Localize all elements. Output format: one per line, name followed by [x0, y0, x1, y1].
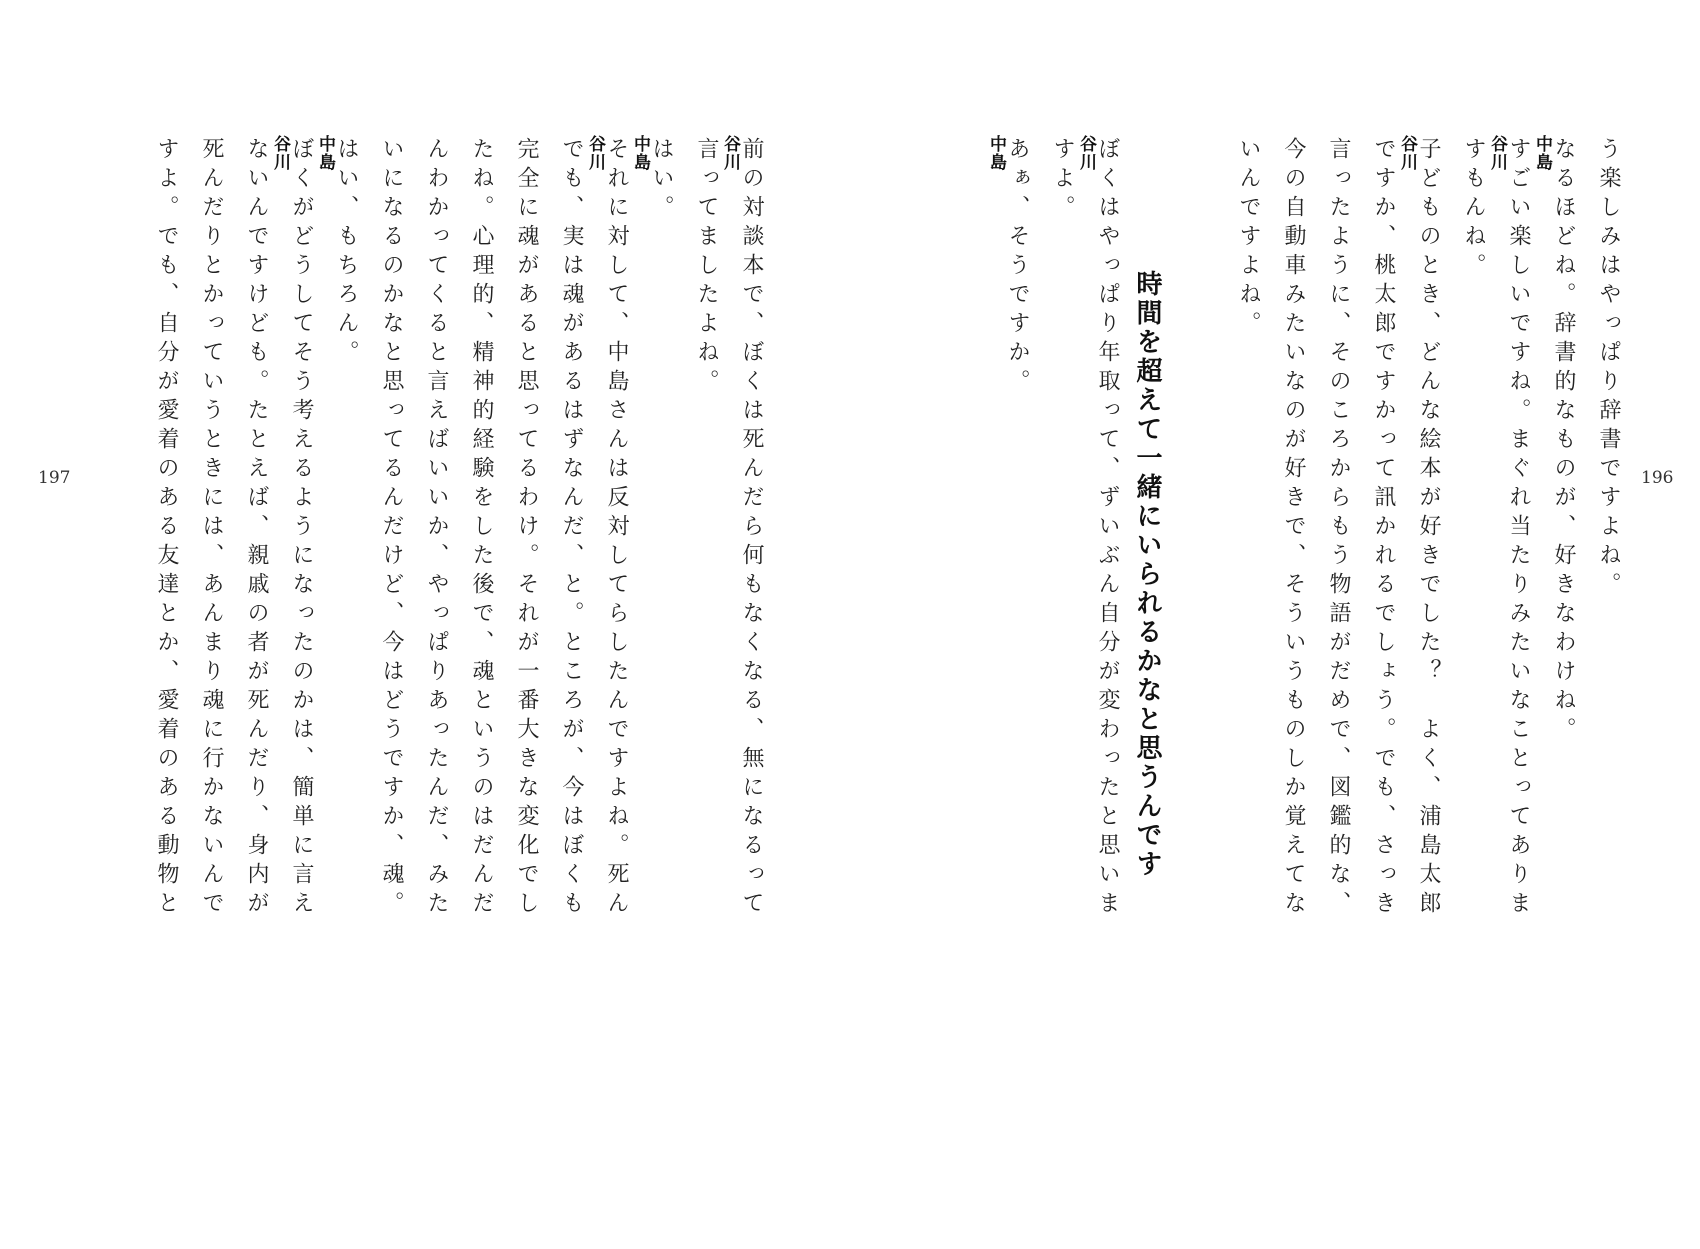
- speaker-label: 中島: [630, 135, 650, 171]
- speaker-label: 中島: [315, 135, 335, 171]
- text-line: すもんね。: [1461, 137, 1486, 282]
- text-line: あぁ、そうですか。: [1005, 137, 1030, 398]
- text-line: すよ。でも、自分が愛着のある友達とか、愛着のある動物と: [154, 137, 179, 920]
- page-number-left: 197: [38, 468, 71, 488]
- text-line: ぼくがどうしてそう考えるようになったのかは、簡単に言え: [289, 137, 314, 920]
- text-line: 今の自動車みたいなのが好きで、そういうものしか覚えてな: [1281, 137, 1306, 920]
- text-line: んわかってくると言えばいいか、やっぱりあったんだ、みた: [424, 137, 449, 920]
- text-line: 言ったように、そのころからもう物語がだめで、図鑑的な、: [1326, 137, 1351, 920]
- text-line: なるほどね。辞書的なものが、好きなわけね。: [1551, 137, 1576, 746]
- speaker-label: 中島: [986, 135, 1006, 171]
- text-line: たね。心理的、精神的経験をした後で、魂というのはだんだ: [469, 137, 494, 920]
- speaker-label: 谷川: [585, 135, 605, 171]
- text-line: 前の対談本で、ぼくは死んだら何もなくなる、無になるって: [739, 137, 764, 920]
- text-line: すごい楽しいですね。まぐれ当たりみたいなことってありま: [1506, 137, 1531, 920]
- speaker-label: 谷川: [270, 135, 290, 171]
- speaker-label: 谷川: [1076, 135, 1096, 171]
- text-line: すよ。: [1050, 137, 1075, 224]
- text-line: はい、もちろん。: [334, 137, 359, 369]
- text-line: ぼくはやっぱり年取って、ずいぶん自分が変わったと思いま: [1095, 137, 1120, 920]
- text-line: 死んだりとかっていうときには、あんまり魂に行かないんで: [199, 137, 224, 920]
- text-line: それに対して、中島さんは反対してらしたんですよね。死ん: [604, 137, 629, 920]
- text-line: はい。: [649, 137, 674, 224]
- text-line: でも、実は魂があるはずなんだ、と。ところが、今はぼくも: [559, 137, 584, 920]
- text-line: う楽しみはやっぱり辞書ですよね。: [1596, 137, 1621, 601]
- text-line: 子どものとき、どんな絵本が好きでした？ よく、浦島太郎: [1416, 137, 1441, 920]
- speaker-label: 谷川: [1487, 135, 1507, 171]
- text-line: いんですよね。: [1236, 137, 1261, 340]
- text-line: ないんですけども。たとえば、親戚の者が死んだり、身内が: [244, 137, 269, 920]
- text-line: ですか、桃太郎ですかって訊かれるでしょう。でも、さっき: [1371, 137, 1396, 920]
- page-number-right: 196: [1641, 468, 1674, 488]
- speaker-label: 谷川: [720, 135, 740, 171]
- section-heading: 時間を超えて一緒にいられるかなと思うんです: [1132, 270, 1162, 879]
- speaker-label: 中島: [1532, 135, 1552, 171]
- speaker-label: 谷川: [1397, 135, 1417, 171]
- text-line: 完全に魂があると思ってるわけ。それが一番大きな変化でし: [514, 137, 539, 920]
- text-line: いになるのかなと思ってるんだけど、今はどうですか、魂。: [379, 137, 404, 920]
- text-line: 言ってましたよね。: [694, 137, 719, 398]
